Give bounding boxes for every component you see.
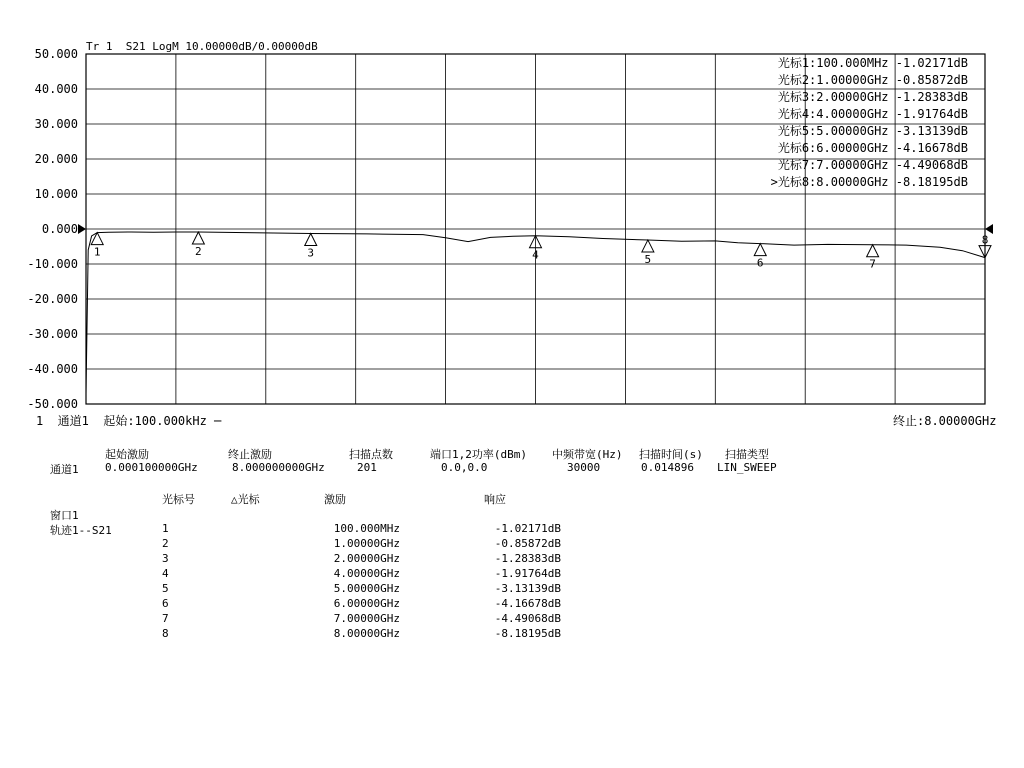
marker-row-response: -8.18195dB (494, 627, 561, 640)
sweep-header: 起始激励 (105, 448, 149, 461)
sweep-header: 扫描点数 (349, 448, 393, 461)
y-tick-label: 0.000 (41, 222, 78, 236)
marker-7-label: 7 (869, 257, 876, 271)
marker-readout: 光标4:4.00000GHz -1.91764dB (777, 107, 968, 121)
sweep-value: LIN_SWEEP (717, 461, 777, 474)
marker-6-label: 6 (756, 256, 764, 270)
marker-row-number: 4 (162, 567, 169, 580)
marker-6-triangle (754, 244, 766, 256)
sweep-header: 扫描类型 (725, 448, 769, 461)
marker-row-number: 7 (162, 612, 169, 625)
marker-5-label: 5 (644, 252, 652, 266)
marker-row-stimulus: 7.00000GHz (333, 612, 400, 625)
marker-row-stimulus: 5.00000GHz (333, 582, 400, 595)
y-tick-label: 40.000 (34, 82, 78, 96)
y-tick-label: 50.000 (34, 47, 78, 61)
marker-row-stimulus: 8.00000GHz (333, 627, 400, 640)
marker-table-header: 光标号 (162, 493, 195, 506)
marker-row-response: -1.02171dB (494, 522, 561, 535)
marker-readout: 光标1:100.000MHz -1.02171dB (777, 56, 968, 70)
sweep-value: 30000 (567, 461, 601, 474)
marker-row-stimulus: 6.00000GHz (333, 597, 400, 610)
marker-2-triangle (192, 232, 204, 244)
trace-title: Tr 1 S21 LogM 10.00000dB/0.00000dB (86, 40, 318, 53)
sweep-value: 0.000100000GHz (105, 461, 198, 474)
reference-level-left-icon (78, 224, 86, 234)
marker-readout: 光标2:1.00000GHz -0.85872dB (777, 73, 968, 87)
marker-row-number: 1 (162, 522, 169, 535)
marker-2-label: 2 (195, 245, 202, 259)
stop-frequency: 终止:8.00000GHz (893, 414, 997, 428)
marker-readout: 光标6:6.00000GHz -4.16678dB (777, 141, 968, 155)
marker-row-number: 8 (162, 627, 169, 640)
marker-row-stimulus: 2.00000GHz (333, 552, 400, 565)
marker-1-label: 1 (93, 245, 101, 259)
marker-row-response: -1.91764dB (494, 567, 561, 580)
sweep-header: 中频带宽(Hz) (552, 448, 623, 461)
marker-7-triangle (867, 245, 879, 257)
marker-table-header: 响应 (484, 493, 506, 506)
marker-row-response: -1.28383dB (494, 552, 561, 565)
y-tick-label: 20.000 (34, 152, 78, 166)
marker-row-number: 2 (162, 537, 169, 550)
window-label: 窗口1 (50, 509, 79, 522)
marker-table-header: 激励 (324, 493, 346, 506)
marker-row-response: -4.16678dB (494, 597, 561, 610)
y-tick-label: -20.000 (27, 292, 78, 306)
marker-row-response: -0.85872dB (494, 537, 561, 550)
y-tick-label: -10.000 (27, 257, 78, 271)
marker-1-triangle (91, 233, 103, 245)
channel-info: 1 通道1 起始:100.000kHz ─ (36, 414, 222, 428)
marker-readout: 光标7:7.00000GHz -4.49068dB (777, 158, 968, 172)
marker-3-label: 3 (307, 246, 315, 260)
marker-row-response: -3.13139dB (494, 582, 561, 595)
marker-row-number: 5 (162, 582, 169, 595)
sweep-value: 0.0,0.0 (441, 461, 488, 474)
marker-5-triangle (642, 240, 654, 252)
marker-table-header: △光标 (231, 493, 260, 506)
marker-4-label: 4 (532, 248, 539, 262)
y-tick-label: 10.000 (34, 187, 78, 201)
y-tick-label: -50.000 (27, 397, 78, 411)
trace-label: 轨迹1--S21 (50, 524, 112, 537)
sweep-row-label: 通道1 (50, 463, 79, 476)
sweep-header: 扫描时间(s) (639, 448, 703, 461)
marker-row-response: -4.49068dB (494, 612, 561, 625)
marker-readout: >光标8:8.00000GHz -8.18195dB (770, 175, 968, 189)
marker-readout: 光标3:2.00000GHz -1.28383dB (777, 90, 968, 104)
sweep-value: 8.000000000GHz (232, 461, 325, 474)
marker-8-label: 8 (981, 233, 989, 247)
sweep-header: 端口1,2功率(dBm) (430, 448, 527, 461)
marker-row-number: 6 (162, 597, 169, 610)
marker-row-number: 3 (162, 552, 169, 565)
marker-row-stimulus: 100.000MHz (333, 522, 400, 535)
marker-readout: 光标5:5.00000GHz -3.13139dB (777, 124, 968, 138)
marker-row-stimulus: 1.00000GHz (333, 537, 400, 550)
y-tick-label: -30.000 (27, 327, 78, 341)
y-tick-label: 30.000 (34, 117, 78, 131)
marker-row-stimulus: 4.00000GHz (333, 567, 400, 580)
sweep-header: 终止激励 (228, 448, 272, 461)
y-tick-label: -40.000 (27, 362, 78, 376)
marker-3-triangle (305, 233, 317, 245)
sweep-value: 201 (357, 461, 377, 474)
reference-level-right-icon (985, 224, 993, 234)
sweep-value: 0.014896 (641, 461, 694, 474)
